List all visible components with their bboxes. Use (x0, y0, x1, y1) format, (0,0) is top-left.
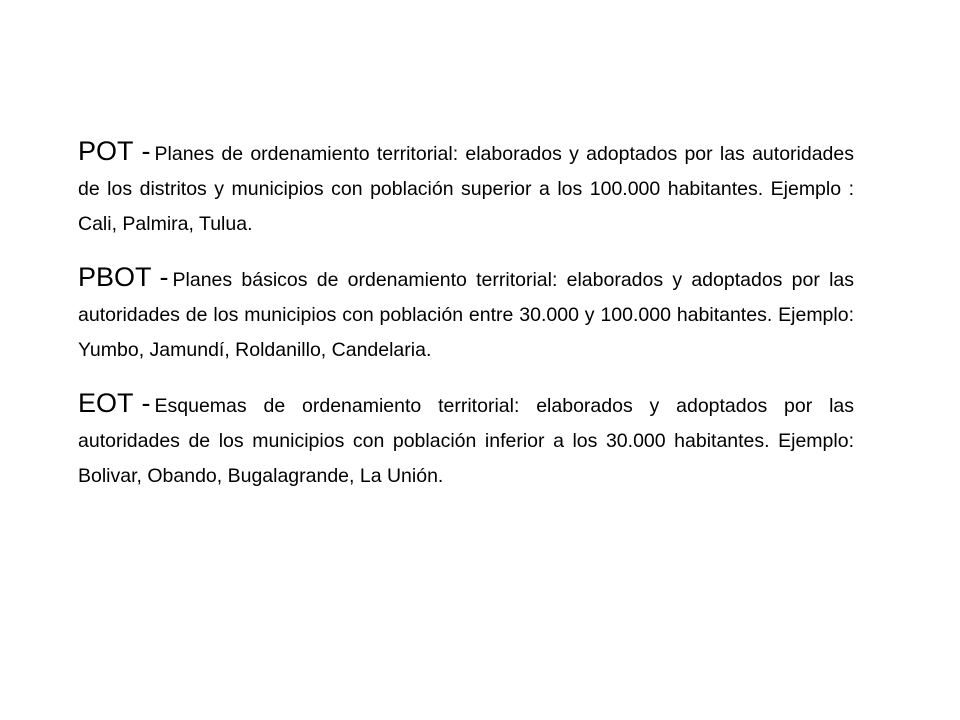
entry-pot (78, 134, 854, 242)
entry-acronym: PBOT (78, 262, 152, 292)
entry-pbot (78, 260, 854, 368)
entry-dash: - (141, 388, 151, 418)
entry-dash: - (159, 262, 169, 292)
entry-acronym: POT (78, 136, 134, 166)
entry-eot (78, 386, 854, 494)
slide-body (78, 134, 854, 512)
entry-text: Planes básicos de ordenamiento territorial: elaborados y adoptados por las autoridades de los municipios con población entre 30.000 y 100.000 habitantes. Ejemplo: Yumbo, Jamundí, Roldanillo, Candelaria. (78, 269, 854, 361)
entry-dash: - (141, 136, 151, 166)
entry-acronym: EOT (78, 388, 134, 418)
entry-text: Esquemas de ordenamiento territorial: elaborados y adoptados por las autoridades de los municipios con población inferior a los 30.000 habitantes. Ejemplo: Bolivar, Obando, Bugalagrande, La Unión. (78, 395, 854, 487)
entry-text: Planes de ordenamiento territorial: elaborados y adoptados por las autoridades de los distritos y municipios con población superior a los 100.000 habitantes. Ejemplo : Cali, Palmira, Tulua. (78, 143, 854, 235)
